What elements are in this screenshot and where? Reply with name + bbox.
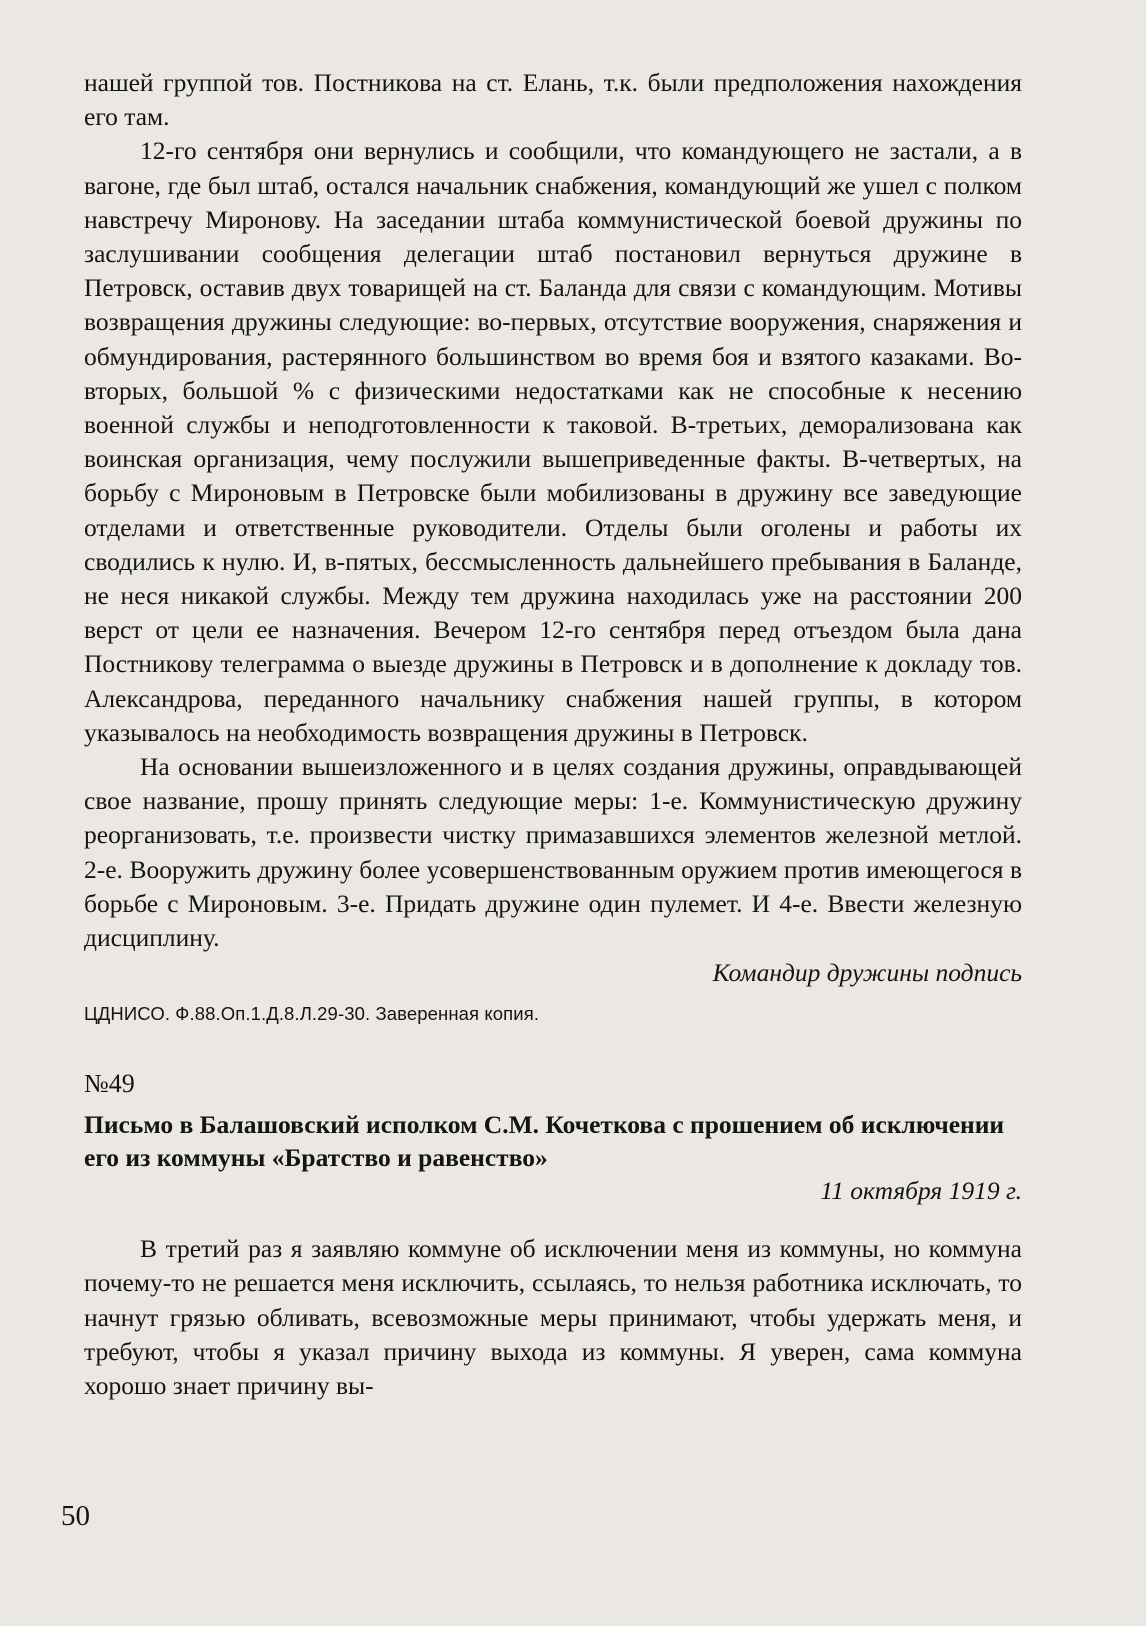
letter-body-part1 (84, 66, 1022, 955)
paragraph-request: На основании вышеизложенного и в целях создания дружины, оправдывающей свое название, прошу принять следующие меры: 1-е. Коммунистическую дружину реорганизовать, т.е. произвести чистку примазавшихся элементов железной метлой. 2-е. Вооружить дружину более усовершенствованным оружием против имеющегося в борьбе с Мироновым. 3-е. Придать дружине один пулемет. И 4-е. Ввести железную дисциплину. (84, 752, 1022, 953)
letter-body-part2 (84, 1232, 1022, 1403)
page-number: 50 (61, 1500, 90, 1532)
paragraph-report: 12-го сентября они вернулись и сообщили, что командующего не застали, а в вагоне, где был штаб, остался начальник снабжения, командующий же ушел с полком навстречу Миронову. На заседании штаба коммунистической боевой дружины по заслушивании сообщения делегации штаб постановил вернуться дружине в Петровск, оставив двух товарищей на ст. Баланда для связи с командующим. Мотивы возвращения дружины следующие: во-первых, отсутствие вооружения, снаряжения и обмундирования, растерянного большинством во время боя и взятого казаками. Во-вторых, большой % с физическими недостатками как не способные к несению военной службы и неподготовленности к таковой. В-третьих, деморализована как воинская организация, чему послужили вышеприведенные факты. В-четвертых, на борьбу с Мироновым в Петровске были мобилизованы в дружину все заведующие отделами и ответственные руководители. Отделы были оголены и работы их сводились к нулю. И, в-пятых, бессмысленность дальнейшего пребывания в Баланде, не неся никакой службы. Между тем дружина находилась уже на расстоянии 200 верст от цели ее назначения. Вечером 12-го сентября перед отъездом была дана Постникову телеграмма о выезде дружины в Петровск и в дополнение к докладу тов. Александрова, переданного начальнику снабжения нашей группы, в котором указывалось на необходимость возвращения дружины в Петровск. (84, 136, 1022, 747)
paragraph-letter: В третий раз я заявляю коммуне об исключении меня из коммуны, но коммуна почему-то не решается меня исключить, ссылаясь, то нельзя работника исключать, то начнут грязью обливать, всевозможные меры принимают, чтобы удержать меня, и требуют, чтобы я указал причину выхода из коммуны. Я уверен, сама коммуна хорошо знает причину вы- (84, 1234, 1022, 1401)
signature-line: Командир дружины подпись (712, 958, 1022, 988)
paragraph-continuation: нашей группой тов. Постникова на ст. Елань, т.к. были предположения нахождения его там. (84, 68, 1022, 132)
document-title: Письмо в Балашовский исполком С.М. Кочеткова с прошением об исключении его из коммуны «Братство и равенство» (84, 1110, 1005, 1173)
document-date: 11 октября 1919 г. (820, 1176, 1022, 1206)
document-number: №49 (84, 1069, 135, 1099)
archive-source: ЦДНИСО. Ф.88.Оп.1.Д.8.Л.29-30. Заверенная копия. (84, 1003, 540, 1025)
